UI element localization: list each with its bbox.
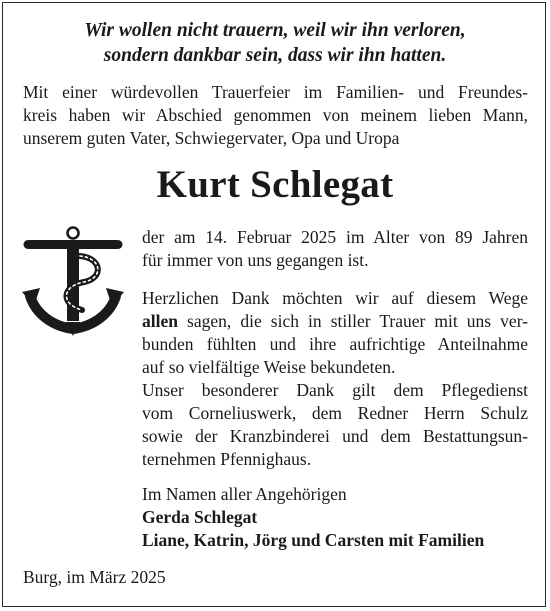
signature-name-2: Liane, Katrin, Jörg und Carsten mit Familien — [142, 530, 485, 550]
thanks-line-6: vom Corneliuswerk, dem Redner Herrn Schulz — [142, 403, 528, 423]
death-notice — [142, 226, 528, 272]
thanks-line-4: auf so vielfältige Weise bekundeten. — [142, 357, 396, 377]
intro-text — [23, 81, 528, 150]
motto-line-1: Wir wollen nicht trauern, weil wir ihn verloren, — [84, 20, 466, 41]
intro-line-2: kreis haben wir Abschied genommen von meinem lieben Mann, — [23, 105, 528, 125]
anchor-icon — [22, 226, 124, 336]
thanks-line-2 — [142, 310, 528, 333]
thanks-line-7: sowie der Kranzbinderei und dem Bestattungsun- — [142, 426, 528, 446]
thanks-text — [142, 287, 528, 471]
place-date: Burg, im März 2025 — [23, 567, 166, 587]
death-notice-line-2: für immer von uns gegangen ist. — [142, 250, 369, 270]
signature-block — [142, 483, 528, 552]
deceased-name: Kurt Schlegat — [156, 163, 394, 206]
thanks-line-5: Unser besonderer Dank gilt dem Pflegedienst — [142, 380, 528, 400]
signature-intro: Im Namen aller Angehörigen — [142, 484, 347, 504]
signature-name-1: Gerda Schlegat — [142, 507, 258, 527]
motto-line-2: sondern dankbar sein, dass wir ihn hatten. — [103, 45, 447, 66]
thanks-emphasis: allen — [142, 311, 178, 331]
thanks-line-8: ternehmen Pfennighaus. — [142, 449, 312, 469]
motto — [0, 18, 550, 68]
thanks-line-2-rest: sagen, die sich in stiller Trauer mit uns ver- — [177, 311, 528, 331]
death-notice-line-1: der am 14. Februar 2025 im Alter von 89 Jahren — [142, 227, 528, 247]
thanks-line-1: Herzlichen Dank möchten wir auf diesem Wege — [142, 288, 528, 308]
intro-line-1: Mit einer würdevollen Trauerfeier im Familien- und Freundes- — [23, 82, 528, 102]
intro-line-3: unserem guten Vater, Schwiegervater, Opa und Uropa — [23, 128, 400, 148]
thanks-line-3: bunden fühlten und ihre aufrichtige Anteilnahme — [142, 334, 528, 354]
